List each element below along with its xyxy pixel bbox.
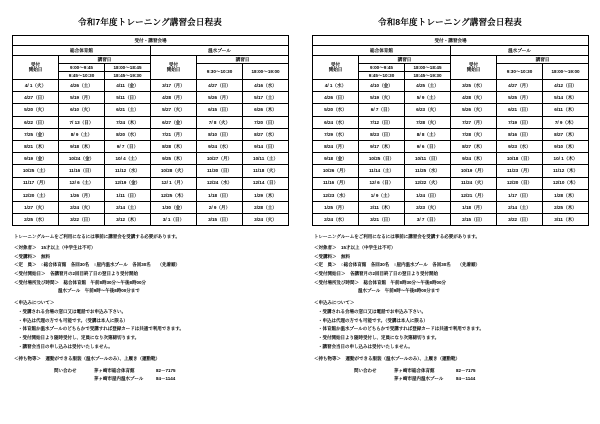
date-cell: 1/27（火） [13,201,59,213]
date-cell: 6/27（金） [151,116,197,128]
date-cell: 2/14（土） [497,201,543,213]
date-cell: 6/21（土） [105,104,151,116]
gym-time-evening-line1: 18:00～18:45 [105,64,151,72]
reception-start-line2-pool: 開始日 [466,67,481,73]
date-cell: 9/24（水） [197,140,243,152]
table-row [13,80,289,92]
panel-reiwa7 [0,0,300,384]
kousyubi-header-gym: 講習日 [359,55,451,64]
schedule-table-left [12,35,289,226]
date-cell: 7/28（火） [451,128,497,140]
contact-name-pool: 茅ヶ崎市屋内温水プール [394,375,444,381]
date-cell: 7/ 9（木） [543,116,589,128]
note-target: ＜対象者＞ 15才以上（中学生は不可） [14,245,96,251]
reception-start-line1-pool: 受付 [168,61,179,67]
date-cell: 9/ 6（日） [405,140,451,152]
table-header-venue-row [313,36,589,46]
contact-row-pool [354,376,588,382]
contact-label: 問い合わせ [354,367,377,373]
date-cell: 11/12（水） [105,165,151,177]
date-cell: 3/ 7（日） [405,214,451,226]
table-header-place-row [313,46,589,56]
date-cell: 4/28（月） [151,92,197,104]
date-cell: 12/14（日） [243,177,289,189]
date-cell: 9/14（日） [243,140,289,152]
date-cell: 12/21（月） [451,189,497,201]
date-cell: 2/24（火） [59,201,105,213]
date-cell: 4/28（火） [451,92,497,104]
date-cell: 11/24（火） [451,177,497,189]
date-cell: 11/16（月） [313,177,359,189]
table-header-place-row [13,46,289,56]
date-cell: 9/23（水） [497,140,543,152]
date-cell: 11/23（月） [497,165,543,177]
date-cell: 1/26（月） [59,189,105,201]
application-section-heading: ＜申込みについて＞ [14,300,55,306]
reception-start-header-pool [451,55,497,80]
reception-start-line2-pool: 開始日 [166,67,181,73]
notes-block-left [12,234,288,361]
reception-start-line1: 受付 [330,61,341,67]
application-bullet-2: ・申込は代理の方でも可能です。（受講は本人に限る） [318,317,428,323]
notes-block-right [312,234,588,361]
date-cell: 2/24（水） [313,214,359,226]
schedule-body-left [13,80,289,226]
date-cell: 7/12（日） [359,116,405,128]
table-row [313,189,589,201]
date-cell: 6/22（日） [13,116,59,128]
kousyubi-header-pool: 講習日 [197,55,289,64]
date-cell: 9/24（木） [451,153,497,165]
date-cell: 5/14（木） [543,92,589,104]
contact-name-pool: 茅ヶ崎市屋内温水プール [94,375,144,381]
date-cell: 8/10（日） [197,128,243,140]
table-row [313,153,589,165]
gym-time-morning-line2: 9:45～10:30 [59,72,105,80]
note-reception-place: ＜受付場所及び時間＞ 総合体育館 午前8時30分～午後8時00分 [14,279,147,285]
date-cell: 8/ 8（土） [405,128,451,140]
date-cell: 1/30（金） [151,201,197,213]
table-row [313,104,589,116]
date-cell: 12/19（金） [105,177,151,189]
belongings-note: ＜持ち物等＞ 運動ができる服装（温水プールのみ）、上履き（運動靴） [14,355,161,361]
date-cell: 8/21（木） [13,140,59,152]
note-reception-place: ＜受付場所及び時間＞ 総合体育館 午前8時30分～午後8時00分 [314,279,447,285]
date-cell: 8/20（水） [105,128,151,140]
date-cell: 1/17（日） [497,189,543,201]
date-cell: 9/19（金） [13,153,59,165]
date-cell: 7/ 8（火） [197,116,243,128]
date-cell: 5/ 9（土） [405,92,451,104]
reception-start-line2: 開始日 [328,67,343,73]
note-fee: ＜受講料＞ 無料 [14,253,50,259]
pool-time-morning: 9:30～10:30 [197,64,243,80]
date-cell: 3/15（日） [197,214,243,226]
date-cell: 12/20（日） [497,177,543,189]
date-cell: 8/23（日） [359,128,405,140]
date-cell: 1/24（日） [405,189,451,201]
place-header-pool: 温水プール [451,46,589,56]
reception-start-header-gym [313,55,359,80]
table-header-venue-row [13,36,289,46]
application-bullet-4: ・受付開始日より随時受付し、定員になり次第締切ります。 [18,335,140,340]
date-cell: 1/ 9（土） [359,189,405,201]
date-cell: 3/25（水） [451,80,497,92]
date-cell: 5/26（火） [451,104,497,116]
date-cell: 7/21（月） [151,128,197,140]
table-header-kousyubi-row [13,55,289,64]
place-header-gym: 総合体育館 [313,46,451,56]
date-cell: 5/11（日） [105,92,151,104]
date-cell: 10/19（月） [451,165,497,177]
date-cell: 5/27（火） [151,104,197,116]
gym-time-evening-line1: 18:00～18:45 [405,64,451,72]
date-cell: 6/26（木） [243,104,289,116]
table-row [13,116,289,128]
date-cell: 12/25（木） [151,189,197,201]
contact-label: 問い合わせ [54,367,77,373]
date-cell: 10/ 1（木） [543,153,589,165]
notes-intro: トレーニングルームをご利用になるには事前に講習会を受講する必要があります。 [14,234,180,240]
date-cell: 5/26（月） [197,92,243,104]
note-capacity: ＜定 員＞ ○総合体育館 各回30名 ○屋内温水プール 各回30名 （先着順） [14,262,180,268]
table-row [13,189,289,201]
date-cell: 3/21（日） [359,214,405,226]
date-cell: 2/15（日） [451,214,497,226]
venue-header-cell: 受付・講習会場 [313,36,589,46]
date-cell: 10/25（土） [13,165,59,177]
contact-row-gym [54,368,288,374]
contact-block-left [12,368,288,382]
table-row [13,201,289,213]
table-row [313,140,589,152]
table-row [313,201,589,213]
date-cell: 3/24（火） [243,214,289,226]
date-cell: 12/24（水） [197,177,243,189]
date-cell: 4/11（金） [105,80,151,92]
date-cell: 1/18（日） [197,189,243,201]
table-row [13,177,289,189]
gym-time-evening-line2: 18:45～19:30 [405,72,451,80]
date-cell: 9/10（木） [543,140,589,152]
date-cell: 7/25（金） [13,128,59,140]
date-cell: 11/16（日） [59,165,105,177]
date-cell: 12/22（火） [405,177,451,189]
date-cell: 6/ 7（日） [359,104,405,116]
table-row [13,214,289,226]
date-cell: 12/23（水） [313,189,359,201]
panel-reiwa8 [300,0,600,384]
date-cell: 1/18（月） [451,201,497,213]
gym-time-evening-line2: 18:45～19:30 [105,72,151,80]
table-row [313,116,589,128]
date-cell: 6/21（日） [497,104,543,116]
date-cell: 5/19（月） [59,92,105,104]
date-cell: 10/ 4（土） [105,153,151,165]
note-reception-start: ＜受付開始日＞ 各講習月の2回目終了日の翌日より受付開始 [14,271,139,277]
date-cell: 4/27（月） [497,80,543,92]
table-row [13,92,289,104]
application-bullet-3: ・体育館か温水プールのどちらかで受講すれば登録カードは共通で利用できます。 [18,326,184,332]
table-row [313,214,589,226]
date-cell: 7/ 13（日） [59,116,105,128]
date-cell: 9/18（木） [59,140,105,152]
date-cell: 11/30（日） [197,165,243,177]
date-cell: 12/ 6（土） [59,177,105,189]
date-cell: 5/20（火） [13,104,59,116]
table-row [313,177,589,189]
date-cell: 4/26（土） [59,80,105,92]
date-cell: 3/11（木） [543,214,589,226]
date-cell: 1/29（木） [243,189,289,201]
reception-start-line2: 開始日 [28,67,43,73]
contact-tel-pool: 84－1144 [156,375,176,381]
date-cell: 6/23（火） [405,104,451,116]
application-bullet-2: ・申込は代理の方でも可能です。（受講は本人に限る） [18,317,128,323]
date-cell: 9/17（木） [359,140,405,152]
contact-tel-pool: 84－1144 [456,375,476,381]
date-cell: 8/28（木） [151,140,197,152]
note-reception-place-pool: 温水プール 午前9時～午後8時00分まで [358,288,440,294]
pool-time-morning: 9:30～10:30 [497,64,543,80]
reception-start-header-pool [151,55,197,80]
date-cell: 5/19（火） [359,92,405,104]
date-cell: 7/19（日） [497,116,543,128]
date-cell: 4/27（日） [197,80,243,92]
note-fee: ＜受講料＞ 無料 [314,253,350,259]
date-cell: 8/27（木） [543,128,589,140]
note-target: ＜対象者＞ 15才以上（中学生は不可） [314,245,396,251]
contact-row-gym [354,368,588,374]
date-cell: 10/28（火） [151,165,197,177]
date-cell: 6/11（木） [543,104,589,116]
gym-time-morning-line2: 9:45～10:30 [359,72,405,80]
place-header-pool: 温水プール [151,46,289,56]
date-cell: 7/27（月） [451,116,497,128]
schedule-table-right [312,35,589,226]
date-cell: 6/10（火） [59,104,105,116]
table-row [13,165,289,177]
page-title-right: 令和8年度トレーニング講習会日程表 [378,17,522,27]
contact-name-gym: 茅ヶ崎市総合体育館 [394,367,435,373]
date-cell: 12/20（土） [13,189,59,201]
date-cell: 4/16（水） [243,80,289,92]
belongings-note: ＜持ち物等＞ 運動ができる服装（温水プールのみ）、上履き（運動靴） [314,355,461,361]
application-bullet-4: ・受付開始日より随時受付し、定員になり次第締切ります。 [318,335,440,340]
date-cell: 2/28（土） [243,201,289,213]
date-cell: 2/11（木） [359,201,405,213]
place-header-gym: 総合体育館 [13,46,151,56]
date-cell: 4/12（日） [543,80,589,92]
date-cell: 8/24（月） [313,140,359,152]
page-title-left: 令和7年度トレーニング講習会日程表 [78,17,222,27]
date-cell: 12/10（木） [543,177,589,189]
date-cell: 4/26（日） [313,92,359,104]
date-cell: 9/ 7（日） [105,140,151,152]
date-cell: 3/12（木） [105,214,151,226]
date-cell: 3/22（日） [497,214,543,226]
contact-tel-gym: 82－7175 [456,367,476,373]
application-bullet-3: ・体育館か温水プールのどちらかで受講すれば登録カードは共通で利用できます。 [318,326,484,332]
table-row [313,128,589,140]
gym-time-morning-line1: 9:00～9:45 [59,64,105,72]
date-cell: 10/26（月） [313,165,359,177]
date-cell: 3/ 1（日） [151,214,197,226]
date-cell: 2/25（水） [13,214,59,226]
date-cell: 2/25（木） [543,201,589,213]
gym-time-morning-line1: 9:00～9:45 [359,64,405,72]
table-row [13,128,289,140]
kousyubi-header-pool: 講習日 [497,55,589,64]
date-cell: 12/ 6（日） [359,177,405,189]
pool-time-evening: 18:00～19:00 [543,64,589,80]
contact-block-right [312,368,588,382]
date-cell: 10/25（日） [359,153,405,165]
date-cell: 10/18（日） [497,153,543,165]
date-cell: 7/24（木） [105,116,151,128]
schedule-body-right [313,80,589,226]
date-cell: 9/25（木） [151,153,197,165]
table-row [313,80,589,92]
application-bullet-5: ・講習会当日の申し込みは受付いたしません。 [18,343,113,349]
reception-start-line1: 受付 [30,61,41,67]
pool-time-evening: 18:00～19:00 [243,64,289,80]
date-cell: 8/27（木） [451,140,497,152]
date-cell: 8/ 9（土） [59,128,105,140]
date-cell: 4/27（日） [13,92,59,104]
date-cell: 5/25（月） [497,92,543,104]
date-cell: 4/25（土） [405,80,451,92]
note-capacity: ＜定 員＞ ○総合体育館 各回30名 ○屋内温水プール 各回30名 （先着順） [314,262,480,268]
kousyubi-header-gym: 講習日 [59,55,151,64]
application-bullet-1: ・受講される会場の窓口又は電話でお申込み下さい。 [318,309,426,315]
contact-row-pool [54,376,288,382]
date-cell: 8/16（日） [497,128,543,140]
date-cell: 7/28（火） [405,116,451,128]
application-section-heading: ＜申込みについて＞ [314,300,355,306]
date-cell: 11/12（木） [543,165,589,177]
table-row [313,92,589,104]
reception-start-line1-pool: 受付 [468,61,479,67]
table-row [313,165,589,177]
table-row [13,140,289,152]
reception-start-header-gym [13,55,59,80]
date-cell: 7/20（日） [243,116,289,128]
date-cell: 11/17（月） [13,177,59,189]
date-cell: 10/27（月） [197,153,243,165]
date-cell: 8/27（水） [243,128,289,140]
venue-header-cell: 受付・講習会場 [13,36,289,46]
date-cell: 4/10（金） [359,80,405,92]
date-cell: 2/14（土） [105,201,151,213]
date-cell: 5/20（水） [313,104,359,116]
date-cell: 4/ 1（水） [313,80,359,92]
table-row [13,153,289,165]
date-cell: 7/29（水） [313,128,359,140]
date-cell: 4/ 1（火） [13,80,59,92]
date-cell: 11/18（火） [243,165,289,177]
date-cell: 1/25（月） [313,201,359,213]
date-cell: 11/25（水） [405,165,451,177]
date-cell: 3/22（日） [59,214,105,226]
date-cell: 12/ 1（月） [151,177,197,189]
date-cell: 1/11（日） [105,189,151,201]
contact-name-gym: 茅ヶ崎市総合体育館 [94,367,135,373]
date-cell: 6/15（日） [197,104,243,116]
table-header-kousyubi-row [313,55,589,64]
application-bullet-5: ・講習会当日の申し込みは受付いたしません。 [318,343,413,349]
table-row [13,104,289,116]
date-cell: 9/18（金） [313,153,359,165]
date-cell: 1/28（木） [543,189,589,201]
date-cell: 10/11（日） [405,153,451,165]
date-cell: 3/17（月） [151,80,197,92]
date-cell: 2/ 9（月） [197,201,243,213]
date-cell: 11/14（土） [359,165,405,177]
date-cell: 5/17（土） [243,92,289,104]
date-cell: 10/24（金） [59,153,105,165]
note-reception-place-pool: 温水プール 午前9時～午後8時00分まで [58,288,140,294]
contact-tel-gym: 82－7175 [156,367,176,373]
notes-intro: トレーニングルームをご利用になるには事前に講習会を受講する必要があります。 [314,234,480,240]
date-cell: 2/23（火） [405,201,451,213]
note-reception-start: ＜受付開始日＞ 各講習月の2回目終了日の翌日より受付開始 [314,271,439,277]
date-cell: 10/11（土） [243,153,289,165]
application-bullet-1: ・受講される会場の窓口又は電話でお申込み下さい。 [18,309,126,315]
date-cell: 6/24（水） [313,116,359,128]
